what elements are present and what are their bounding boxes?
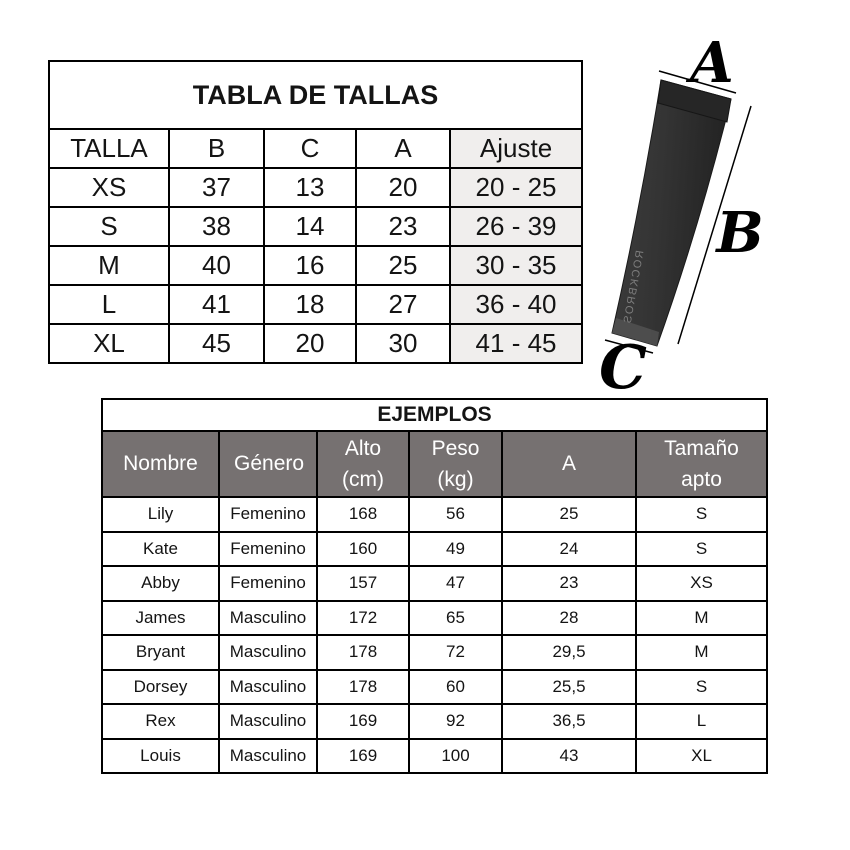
table-cell: 65	[409, 601, 502, 636]
table-cell: 20	[356, 168, 450, 207]
table-cell: 47	[409, 566, 502, 601]
table-cell: XL	[636, 739, 767, 774]
table-cell: S	[49, 207, 169, 246]
table-cell: 30	[356, 324, 450, 363]
table-cell: S	[636, 670, 767, 705]
table-cell: S	[636, 497, 767, 532]
column-header: Peso (kg)	[409, 431, 502, 497]
table-cell: Kate	[102, 532, 219, 567]
table-cell: 14	[264, 207, 356, 246]
table-cell: 49	[409, 532, 502, 567]
table-cell: 27	[356, 285, 450, 324]
table-cell: Masculino	[219, 635, 317, 670]
table-cell: 23	[502, 566, 636, 601]
table-cell: 25,5	[502, 670, 636, 705]
table-cell: 157	[317, 566, 409, 601]
table-cell: Rex	[102, 704, 219, 739]
table-cell: Louis	[102, 739, 219, 774]
table-cell: 37	[169, 168, 264, 207]
arm-sleeve-figure	[580, 10, 850, 410]
column-header: B	[169, 129, 264, 168]
table-cell: L	[636, 704, 767, 739]
label-b: B	[716, 200, 764, 266]
table-cell: Femenino	[219, 532, 317, 567]
table-row	[102, 532, 767, 567]
label-c: C	[599, 333, 647, 403]
table-cell: 13	[264, 168, 356, 207]
table-cell: 60	[409, 670, 502, 705]
table-cell: 169	[317, 704, 409, 739]
table-cell: 169	[317, 739, 409, 774]
column-header: Nombre	[102, 431, 219, 497]
table-cell: XL	[49, 324, 169, 363]
table-row	[102, 566, 767, 601]
table-cell: Masculino	[219, 739, 317, 774]
table-row	[49, 324, 582, 363]
column-header: A	[502, 431, 636, 497]
table-cell: Lily	[102, 497, 219, 532]
table-cell: 72	[409, 635, 502, 670]
table-row	[102, 704, 767, 739]
examples-table-body	[102, 497, 767, 773]
size-table-title: TABLA DE TALLAS	[49, 61, 582, 129]
size-table-body	[49, 168, 582, 363]
column-header: Alto (cm)	[317, 431, 409, 497]
examples-table	[101, 398, 768, 774]
column-header: Tamaño apto	[636, 431, 767, 497]
table-cell: 30 - 35	[450, 246, 582, 285]
table-row	[102, 635, 767, 670]
table-cell: 36 - 40	[450, 285, 582, 324]
label-a: A	[690, 30, 734, 96]
table-cell: 20 - 25	[450, 168, 582, 207]
table-cell: 29,5	[502, 635, 636, 670]
table-cell: 26 - 39	[450, 207, 582, 246]
table-cell: Masculino	[219, 601, 317, 636]
table-cell: 18	[264, 285, 356, 324]
table-row	[49, 285, 582, 324]
table-cell: 24	[502, 532, 636, 567]
size-table-header-row	[49, 129, 582, 168]
table-cell: James	[102, 601, 219, 636]
table-row	[49, 168, 582, 207]
table-cell: 25	[502, 497, 636, 532]
table-cell: XS	[636, 566, 767, 601]
table-cell: 100	[409, 739, 502, 774]
column-header: TALLA	[49, 129, 169, 168]
table-cell: 43	[502, 739, 636, 774]
table-row	[49, 207, 582, 246]
table-cell: 178	[317, 635, 409, 670]
table-cell: 38	[169, 207, 264, 246]
examples-table-title: EJEMPLOS	[102, 399, 767, 431]
table-cell: 36,5	[502, 704, 636, 739]
table-cell: 20	[264, 324, 356, 363]
table-cell: 16	[264, 246, 356, 285]
table-cell: 178	[317, 670, 409, 705]
table-cell: Dorsey	[102, 670, 219, 705]
table-cell: 56	[409, 497, 502, 532]
table-cell: 25	[356, 246, 450, 285]
table-cell: Femenino	[219, 497, 317, 532]
column-header: A	[356, 129, 450, 168]
table-cell: M	[49, 246, 169, 285]
table-row	[102, 601, 767, 636]
table-cell: 168	[317, 497, 409, 532]
column-header: Género	[219, 431, 317, 497]
table-cell: Femenino	[219, 566, 317, 601]
column-header: C	[264, 129, 356, 168]
table-cell: 23	[356, 207, 450, 246]
column-header: Ajuste	[450, 129, 582, 168]
table-row	[102, 497, 767, 532]
size-table-title-row	[49, 61, 582, 129]
size-table	[48, 60, 583, 364]
table-cell: 172	[317, 601, 409, 636]
table-cell: 45	[169, 324, 264, 363]
table-cell: Masculino	[219, 704, 317, 739]
table-cell: Masculino	[219, 670, 317, 705]
table-cell: Abby	[102, 566, 219, 601]
table-cell: M	[636, 601, 767, 636]
table-cell: 28	[502, 601, 636, 636]
table-row	[102, 739, 767, 774]
table-cell: 160	[317, 532, 409, 567]
examples-table-header-row	[102, 431, 767, 497]
table-cell: 41	[169, 285, 264, 324]
table-cell: Bryant	[102, 635, 219, 670]
table-cell: XS	[49, 168, 169, 207]
table-row	[102, 670, 767, 705]
table-cell: 40	[169, 246, 264, 285]
table-cell: S	[636, 532, 767, 567]
table-cell: 41 - 45	[450, 324, 582, 363]
sleeve-brand-text: ROCKBROS	[621, 249, 647, 326]
table-cell: L	[49, 285, 169, 324]
table-cell: M	[636, 635, 767, 670]
table-cell: 92	[409, 704, 502, 739]
table-row	[49, 246, 582, 285]
